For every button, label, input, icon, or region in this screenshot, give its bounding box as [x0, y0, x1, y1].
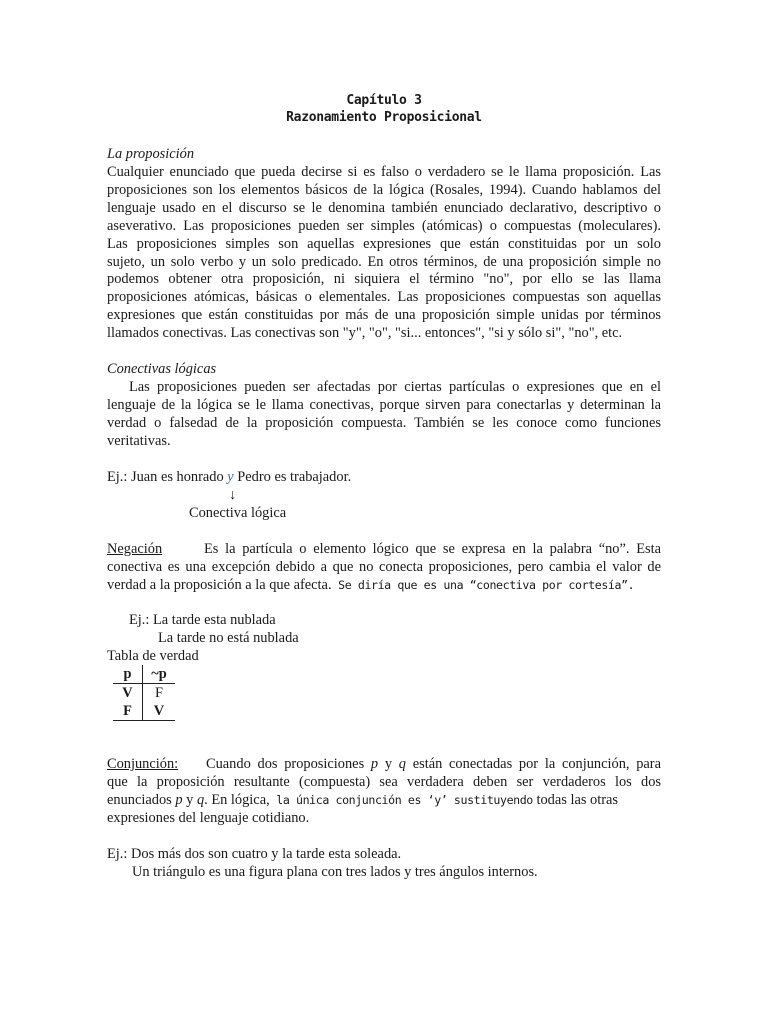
example-triangulo: Un triángulo es una figura plana con tres lados y tres ángulos internos. [132, 864, 538, 880]
paragraph-text: verdad a la proposición a la que afecta. [107, 576, 332, 593]
truth-table-caption: Tabla de verdad [107, 648, 199, 664]
chapter-number: Capítulo 3 [346, 93, 422, 108]
paragraph-line: Cualquier enunciado que pueda decirse si es falso o verdadero se le llama proposición. Las [107, 164, 661, 180]
chapter-title: Razonamiento Proposicional [286, 110, 482, 125]
connective-word: y [227, 469, 234, 485]
paragraph-line: Las proposiciones simples son aquellas expresiones que están constituidas por un solo [107, 235, 661, 252]
paragraph-line: veritativas. [107, 432, 171, 449]
variable-q: q [196, 791, 205, 808]
paragraph-line [107, 792, 661, 810]
paragraph-line: aseverativo. Las proposiciones pueden ser simples (atómicas) o compuestas (moleculares). [107, 217, 661, 234]
example-cuatro: Ej.: Dos más dos son cuatro y la tarde esta soleada. [107, 846, 402, 862]
paragraph-line [107, 756, 661, 774]
paragraph-line: lenguaje usado en el discurso se le denomina también enunciado declarativo, descriptivo o [107, 199, 661, 216]
paragraph-line: lenguaje de la lógica se le llama conectivas, porque sirven para conectarlas y determinan la [107, 396, 661, 413]
text-run: . En lógica, [204, 791, 270, 808]
truth-table [113, 665, 175, 721]
paragraph-line: proposiciones atómicas, básicas o elementales. Las proposiciones compuestas son aquellas [107, 289, 661, 306]
paragraph-line: conectiva es una excepción debido a que no conecta proposiciones, pero cambia el valor de [107, 558, 661, 575]
variable-q: q [398, 756, 406, 772]
example-no-nublada: La tarde no está nublada [158, 630, 299, 646]
paragraph-negacion [107, 541, 661, 595]
paragraph-line: Las proposiciones pueden ser afectadas por ciertas partículas o expresiones que en el [129, 379, 661, 395]
table-row [113, 684, 175, 703]
paragraph-line [107, 577, 661, 595]
conjuncion-label: Conjunción: [107, 756, 179, 772]
paragraph-line: proposiciones son los elementos básicos de la lógica (Rosales, 1994). Cuando hablamos del [107, 181, 661, 198]
table-cell: F [154, 684, 163, 701]
section-heading-proposicion: La proposición [107, 146, 195, 162]
connective-caption: Conectiva lógica [189, 505, 287, 521]
paragraph-text [206, 756, 661, 774]
paragraph-line: sujeto, un solo verbo y un solo predicado. En otros términos, de una proposición simple no [107, 253, 661, 270]
paragraph-conectivas [107, 379, 661, 451]
paragraph-line: expresiones del lenguaje cotidiano. [107, 809, 310, 826]
table-cell: F [113, 702, 143, 721]
paragraph-line: verdad o falsedad de la proposición compuesta. También se les conoce como funciones [107, 414, 661, 431]
paragraph-line: que la proposición resultante (compuesta) sea verdadera deben ser verdaderos los dos [107, 773, 661, 790]
text-run: Cuando dos proposiciones [206, 756, 371, 772]
paragraph-text-mono: Se diría que es una “conectiva por cortesía”. [331, 577, 635, 592]
text-run: y [378, 756, 399, 772]
paragraph-proposicion [107, 164, 661, 343]
text-run: enunciados [107, 791, 176, 808]
table-cell: V [143, 702, 176, 721]
paragraph-line: llamados conectivas. Las conectivas son "y", "o", "si... entonces", "si y sólo si", "no", etc. [107, 325, 623, 342]
paragraph-line [107, 541, 661, 559]
paragraph-line: podemos obtener otra proposición, ni siquiera el término "no", por ello se las llama [107, 271, 661, 288]
table-row [113, 702, 175, 721]
table-header-row [113, 665, 175, 684]
table-header-cell: ~p [143, 665, 176, 684]
text-run: están conectadas por la conjunción, para [406, 756, 661, 772]
example-juan [107, 469, 351, 487]
paragraph-line: expresiones que están constituidas por más de una proposición simple unidas por términos [107, 307, 661, 324]
paragraph-text-mono: la única conjunción es ‘y’ sustituyendo [269, 792, 533, 807]
section-heading-conectivas: Conectivas lógicas [107, 361, 217, 377]
text-run: y [182, 791, 197, 808]
paragraph-text: Es la partícula o elemento lógico que se expresa en la palabra “no”. Esta [204, 541, 661, 557]
negacion-label: Negación [107, 541, 163, 557]
example-text: Ej.: Juan es honrado [107, 469, 228, 485]
table-cell: V [113, 684, 143, 703]
example-text: Pedro es trabajador. [233, 469, 352, 485]
variable-p: p [175, 791, 183, 808]
down-arrow-icon: ↓ [229, 487, 237, 503]
table-header-cell: p [113, 665, 143, 684]
variable-p: p [370, 756, 379, 772]
text-run: todas las otras [532, 791, 619, 808]
example-nublada: Ej.: La tarde esta nublada [129, 612, 276, 628]
paragraph-conjuncion [107, 756, 661, 828]
